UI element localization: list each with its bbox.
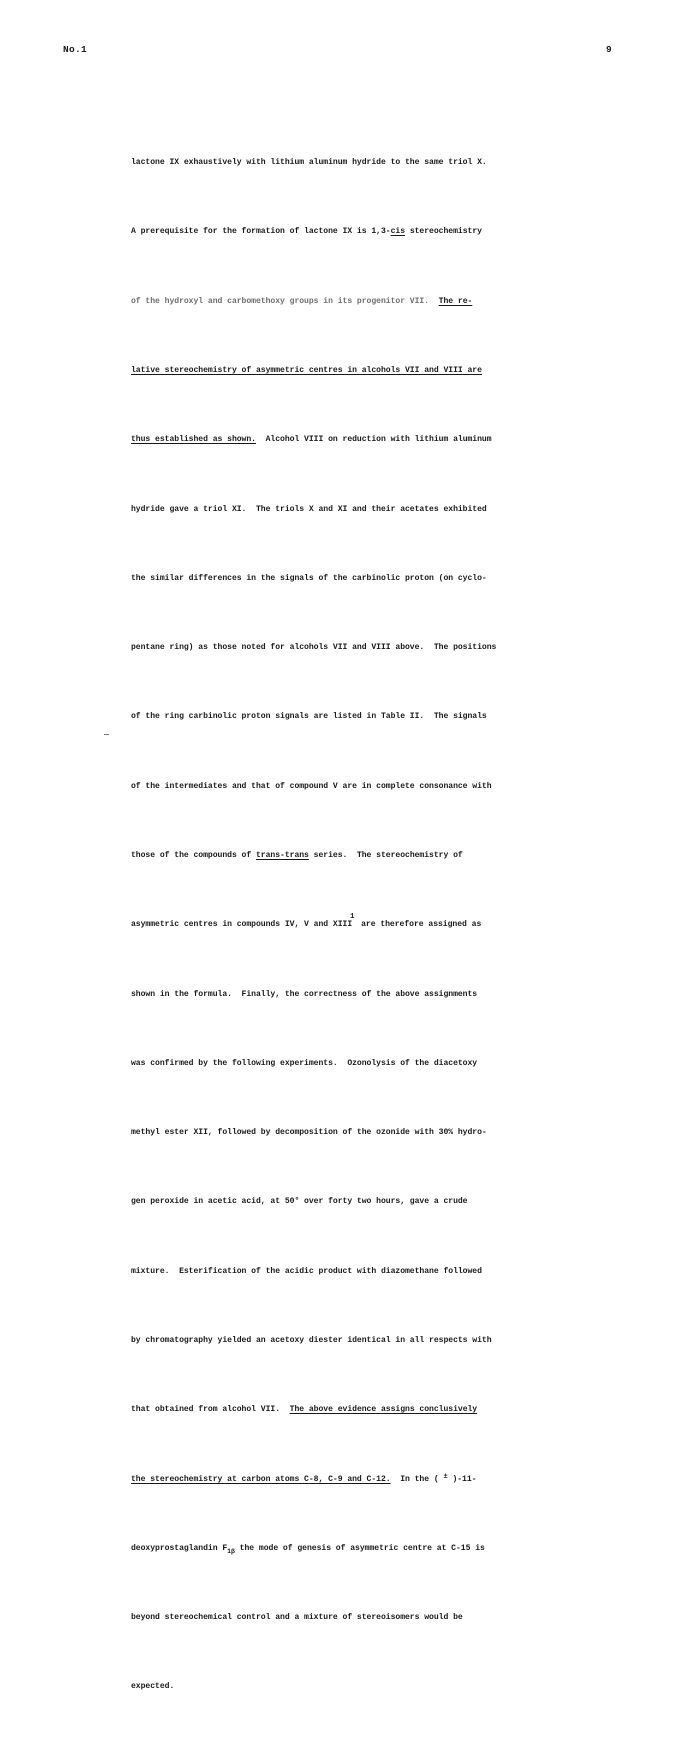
text-line: pentane ring) as those noted for alcohols VII and VIII above. The positions	[131, 643, 497, 653]
text-line: thus established as shown. Alcohol VIII on reduction with lithium aluminum	[131, 435, 492, 445]
text-line	[131, 359, 561, 382]
underlined-phrase: The re-	[438, 296, 473, 306]
text-line: gen peroxide in acetic acid, at 50° over forty two hours, gave a crude	[131, 1197, 468, 1207]
underlined-phrase: lative stereochemistry of asymmetric centres in alcohols VII and VIII are	[131, 366, 482, 376]
text-line: deoxyprostaglandin $F_{1\beta}$ the mode of genesis of asymmetric centre at C-15 is	[131, 1543, 485, 1555]
text-line: the similar differences in the signals of the carbinolic proton (on cyclo-	[131, 573, 487, 583]
body-paragraph	[131, 105, 561, 1745]
text-line: those of the compounds of trans-trans series. The stereochemistry of	[131, 851, 463, 860]
text-line: hydride gave a triol XI. The triols X and XI and their acetates exhibited	[131, 504, 487, 514]
text-line: beyond stereochemical control and a mixture of stereoisomers would be	[131, 1613, 463, 1623]
journal-issue-label: No.1	[63, 44, 88, 55]
underlined-term: trans-trans	[255, 851, 309, 860]
text-line: by chromatography yielded an acetoxy diester identical in all respects with	[131, 1335, 492, 1345]
underlined-phrase: thus established as shown.	[131, 435, 256, 445]
text-line: A prerequisite for the formation of lactone IX is 1,3-cis stereochemistry	[131, 227, 482, 237]
text-line: mixture. Esterification of the acidic product with diazomethane followed	[131, 1266, 482, 1276]
text-line: asymmetric centres in compounds IV, V and XIII1 are therefore assigned as	[131, 913, 482, 930]
page-number: 9	[606, 44, 612, 55]
text-line: that obtained from alcohol VII. The above evidence assigns conclusively	[131, 1405, 478, 1415]
text-line: the stereochemistry at carbon atoms C-8, C-9 and C-12. In the ( ± )-11-	[131, 1472, 477, 1484]
text-line: of the intermediates and that of compound V are in complete consonance with	[131, 781, 492, 791]
subscript: 1β	[227, 1547, 235, 1555]
text-line: lactone IX exhaustively with lithium aluminum hydride to the same triol X.	[131, 158, 487, 168]
text-line: of the hydroxyl and carbomethoxy groups in its progenitor VII. The re-	[131, 296, 473, 306]
underlined-phrase: the stereochemistry at carbon atoms C-8, C-9 and C-12.	[131, 1474, 391, 1484]
plus-minus-symbol: ±	[443, 1472, 448, 1481]
underlined-term: cis	[390, 227, 406, 237]
text-line: shown in the formula. Finally, the correctness of the above assignments	[131, 989, 478, 999]
margin-mark	[104, 734, 109, 735]
underlined-phrase: The above evidence assigns conclusively	[289, 1405, 478, 1415]
text-line: methyl ester XII, followed by decomposition of the ozonide with 30% hydro-	[131, 1128, 487, 1138]
text-line: expected.	[131, 1682, 175, 1692]
text-line: of the ring carbinolic proton signals are listed in Table II. The signals	[131, 712, 487, 722]
footnote-marker: 1	[350, 913, 355, 922]
text-line: was confirmed by the following experiments. Ozonolysis of the diacetoxy	[131, 1058, 478, 1068]
